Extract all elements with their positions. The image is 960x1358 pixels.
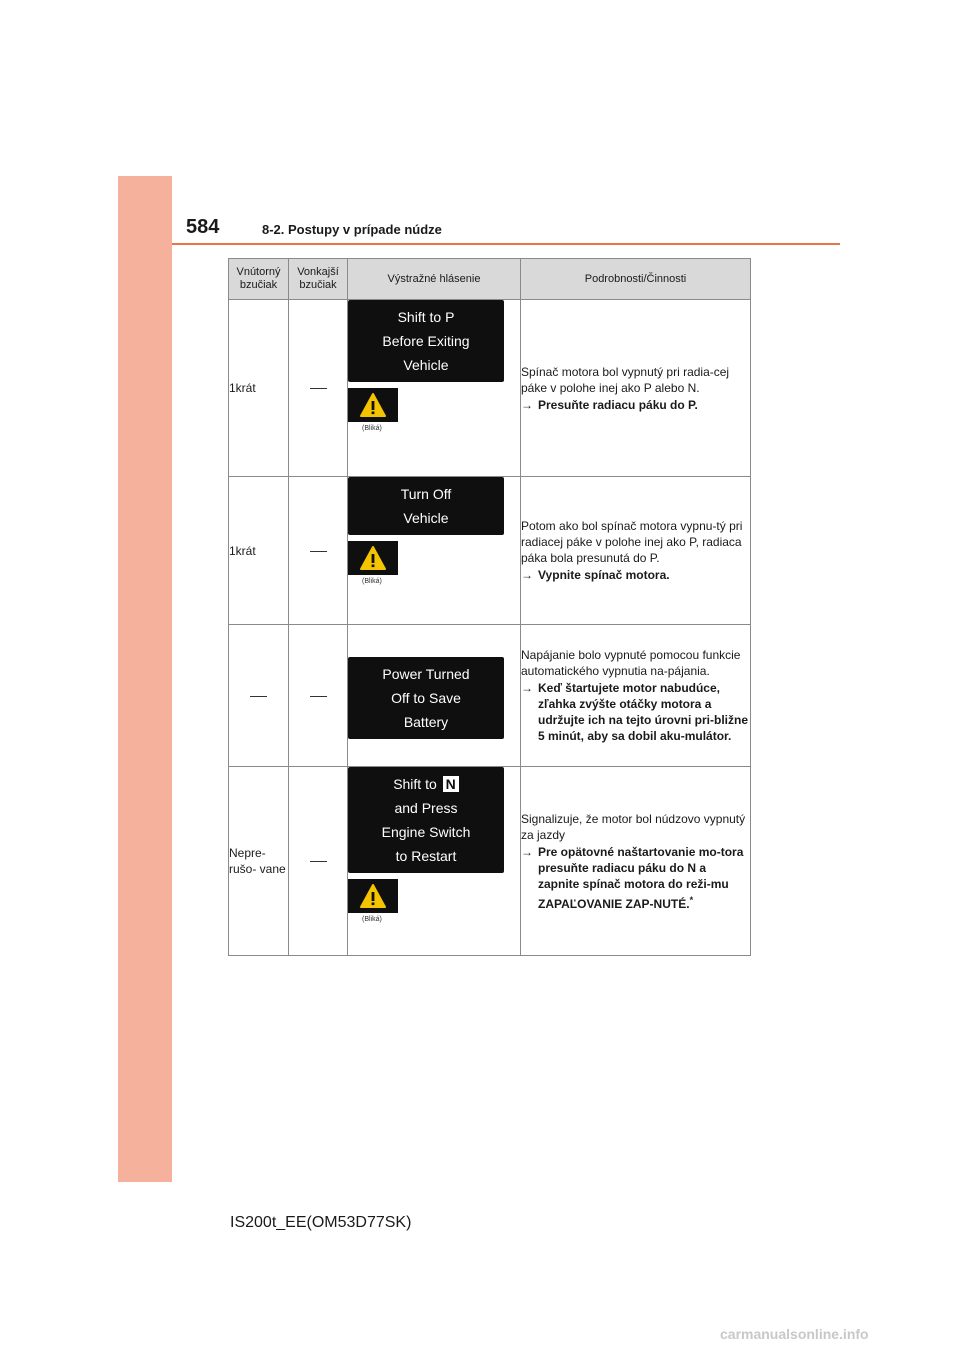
footnote-mark: * — [689, 894, 694, 905]
table-row — [229, 300, 751, 477]
arrow-icon: → — [521, 844, 533, 859]
details-cell — [521, 477, 751, 625]
table-header-row — [229, 259, 751, 300]
warning-message-cell — [348, 625, 521, 767]
detail-text: Napájanie bolo vypnuté pomocou funkcie automatického vypnutia na-pájania. — [521, 648, 741, 678]
detail-text: Signalizuje, že motor bol núdzovo vypnutý za jazdy — [521, 811, 746, 842]
action-line — [521, 680, 750, 744]
action-text: Vypnite spínač motora. — [538, 568, 670, 582]
arrow-icon: → — [521, 397, 533, 412]
warning-triangle-icon — [359, 883, 387, 909]
display-screen: Shift to P Before Exiting Vehicle — [348, 300, 504, 382]
detail-text: Potom ako bol spínač motora vypnu-tý pri radiacej páke v polohe inej ako P, radiaca páka bola presunutá do P. — [521, 519, 743, 565]
action-text: Presuňte radiacu páku do P. — [538, 397, 698, 412]
action-line — [521, 397, 750, 413]
warning-light — [348, 879, 398, 913]
blink-caption: (Bliká) — [362, 578, 382, 585]
watermark: carmanualsonline.info — [720, 1326, 869, 1342]
arrow-icon: → — [521, 681, 533, 695]
external-buzzer-cell — [289, 477, 348, 625]
col-header-details: Podrobnosti/Činnosti — [521, 259, 751, 300]
detail-text: Spínač motora bol vypnutý pri radia-cej páke v polohe inej ako P alebo N. — [521, 364, 730, 395]
display-screen: Power Turned Off to Save Battery — [348, 657, 504, 739]
dash — [310, 551, 327, 552]
external-buzzer-cell — [289, 767, 348, 956]
warning-light — [348, 541, 398, 575]
details-cell — [521, 625, 751, 767]
warning-triangle-icon — [359, 392, 387, 418]
internal-buzzer-cell: 1krát — [229, 477, 289, 625]
display-screen: Shift to N and Press Engine Switch to Restart — [348, 767, 504, 873]
dash — [250, 696, 267, 697]
internal-buzzer-cell: Nepre- rušo- vane — [229, 767, 289, 956]
blink-caption: (Bliká) — [362, 425, 382, 432]
document-code: IS200t_EE(OM53D77SK) — [230, 1214, 412, 1231]
internal-buzzer-cell — [229, 625, 289, 767]
table-row — [229, 767, 751, 956]
blink-caption: (Bliká) — [362, 916, 382, 923]
details-cell — [521, 767, 751, 956]
section-title: 8-2. Postupy v prípade núdze — [262, 222, 442, 237]
warning-message-cell — [348, 767, 521, 956]
gear-n-indicator: N — [443, 776, 459, 792]
warning-message-cell — [348, 300, 521, 477]
display-screen: Turn Off Vehicle — [348, 477, 504, 535]
col-header-external-buzzer: Vonkajší bzučiak — [289, 259, 348, 300]
warning-light — [348, 388, 398, 422]
col-header-internal-buzzer: Vnútorný bzučiak — [229, 259, 289, 300]
action-line — [521, 567, 750, 583]
warning-message-cell — [348, 477, 521, 625]
action-text: Pre opätovné naštartovanie mo-tora presuňte radiacu páku do N a zapnite spínač motora do reži-mu ZAPAĽOVANIE ZAP-NUTÉ. — [538, 844, 744, 911]
page-number: 584 — [186, 216, 220, 238]
arrow-icon: → — [521, 568, 533, 582]
action-line — [521, 844, 750, 912]
dash — [310, 696, 327, 697]
side-color-band — [118, 176, 172, 1182]
internal-buzzer-cell: 1krát — [229, 300, 289, 477]
action-text: Keď štartujete motor nabudúce, zľahka zvýšte otáčky motora a udržujte ich na tejto úrovni pri-bližne 5 minút, aby sa dobil aku-mulátor. — [538, 681, 749, 743]
table-row — [229, 625, 751, 767]
dash — [310, 861, 327, 862]
warning-triangle-icon — [359, 545, 387, 571]
external-buzzer-cell — [289, 625, 348, 767]
header-rule — [172, 243, 840, 245]
table-row — [229, 477, 751, 625]
external-buzzer-cell — [289, 300, 348, 477]
warning-messages-table — [228, 258, 751, 956]
details-cell — [521, 300, 751, 477]
dash — [310, 388, 327, 389]
col-header-warning-message: Výstražné hlásenie — [348, 259, 521, 300]
